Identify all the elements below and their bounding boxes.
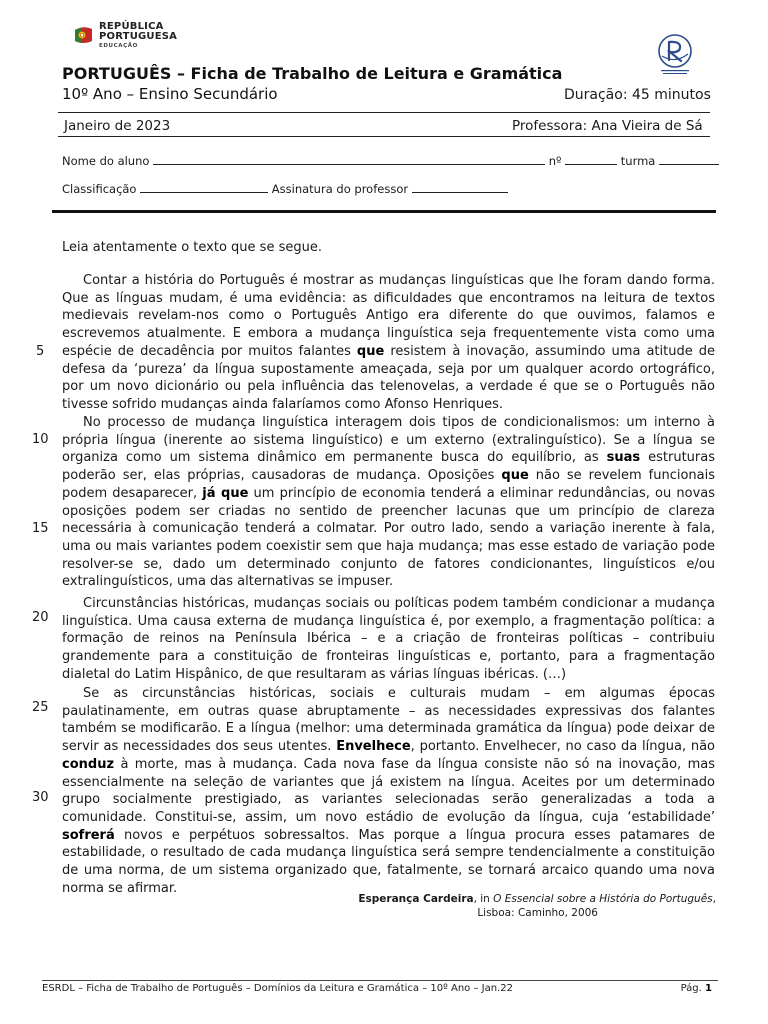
- footer-divider: [42, 980, 718, 981]
- logo-line-1: REPÚBLICA: [99, 21, 164, 32]
- header-divider-top: [58, 112, 710, 113]
- p2-text-d: um princípio de economia tenderá a eliminar redundâncias, ou novas oposições podem ser criadas no sentido de preencher lacunas que um princípio de clareza necessária à comunicação tenderá a colmatar. Por outro lado, sendo a variação inerente à fala, uma ou mais variantes podem coexistir sem que haja mudança; mas esse estado de variação pode resolver-se se, dado um determinado conjunto de fatores condicionantes, linguísticos e/ou extralinguísticos, uma das alternativas se impuser.: [62, 485, 715, 590]
- footer-text: ESRDL – Ficha de Trabalho de Português – Domínios da Leitura e Gramática – 10º Ano – Jan.22: [42, 983, 513, 994]
- line-number-25: 25: [32, 700, 49, 715]
- grade-label: Classificação: [62, 182, 137, 196]
- p4-text-d: novos e perpétuos sobressaltos. Mas porque a língua procura esses patamares de estabilidade, o resultado de cada mudança linguística será sempre tendencialmente a constituição de uma norma, de um sistema organizado que, fatalmente, se tornará arcaico quando uma nova norma se afirmar.: [62, 827, 715, 896]
- source-tail: ,: [712, 893, 716, 905]
- source-publisher: Lisboa: Caminho, 2006: [477, 907, 598, 919]
- school-emblem-icon: [652, 30, 698, 76]
- section-divider: [52, 210, 716, 213]
- student-number-field[interactable]: [565, 153, 617, 165]
- line-number-30: 30: [32, 790, 49, 805]
- signature-label: Assinatura do professor: [271, 182, 409, 196]
- source-author: Esperança Cardeira: [358, 893, 474, 905]
- line-number-5: 5: [36, 344, 45, 359]
- date-label: Janeiro de 2023: [64, 118, 171, 134]
- line-number-10: 10: [32, 432, 49, 447]
- p2-highlight-suas: suas: [606, 450, 641, 466]
- p4-text-c: à morte, mas à mudança. Cada nova fase da língua consiste não só na inovação, mas essencialmente na seleção de variantes que já existem na língua. Aceites por um determinado grupo socialmente prestigiado, as variantes selecionadas serão generalizadas a toda a comunidade. Constitui-se, assim, um novo estádio de evolução da língua, cuja ‘estabilidade’: [62, 756, 715, 825]
- p2-highlight-que: que: [501, 468, 529, 484]
- student-info-row: [62, 153, 719, 168]
- p1-highlight-que: que: [356, 343, 385, 359]
- line-number-15: 15: [32, 521, 49, 536]
- grading-row: [62, 181, 508, 196]
- paragraph-2: [62, 414, 715, 591]
- p2-text-b: estruturas poderão ser, elas próprias, causadoras de mudança. Oposições: [62, 450, 715, 484]
- student-name-label: Nome do aluno: [62, 154, 150, 168]
- paragraph-3: Circunstâncias históricas, mudanças sociais ou políticas podem também condicionar a mudança linguística. Uma causa externa de mudança linguística é, por exemplo, a fragmentação política: a formação de reinos na Península Ibérica – e a criação de fronteiras políticas – contribuiu grandemente para a constituição de fronteiras linguísticas e, portanto, para a fragmentação dialetal do Latim Hispânico, de que resultaram as várias línguas ibéricas. (…): [62, 596, 715, 682]
- page-value: 1: [705, 983, 712, 994]
- p4-highlight-envelhece: Envelhece: [336, 739, 411, 755]
- republica-portuguesa-logo: [72, 20, 182, 56]
- duration-label: Duração: 45 minutos: [564, 87, 711, 103]
- source-work: O Essencial sobre a História do Português: [493, 893, 713, 905]
- grade-field[interactable]: [140, 181, 268, 193]
- header-divider-bottom: [58, 136, 710, 137]
- student-number-label: nº: [548, 154, 562, 168]
- signature-field[interactable]: [412, 181, 508, 193]
- line-number-20: 20: [32, 610, 49, 625]
- p4-text-a: Se as circunstâncias históricas, sociais e culturais mudam – em algumas épocas paulatinamente, em outras quase abruptamente – as necessidades expressivas dos falantes também se modificarão. E a língua (melhor: uma determinada gramática da língua) pode deixar de servir as necessidades dos seus utentes.: [62, 686, 715, 755]
- p2-highlight-ja-que: já que: [202, 485, 249, 501]
- p1-text-a: Contar a história do Português é mostrar as mudanças linguísticas que lhe foram dando forma. Que as línguas mudam, é uma evidência: as dificuldades que encontramos na leitura de textos medievais revelam-nos como o Português Antigo era diferente do que ouvimos, falamos e escrevemos atualmente. E embora a mudança linguística seja frequentemente vista como uma espécie de decadência por muitos falantes: [62, 273, 715, 359]
- p2-text-a: No processo de mudança linguística interagem dois tipos de condicionalismos: um interno à própria língua (inerente ao sistema linguístico) e um externo (extralinguístico). Se a língua se organiza como um sistema dinâmico em permanente busca do equilíbrio, as: [62, 415, 715, 466]
- paragraph-1: [62, 272, 715, 414]
- p4-highlight-conduz: conduz: [62, 756, 115, 772]
- source-separator: , in: [473, 893, 494, 905]
- reading-instruction: Leia atentamente o texto que se segue.: [62, 240, 322, 255]
- class-label: turma: [620, 154, 656, 168]
- page-number: [681, 983, 712, 994]
- p4-text-b: , portanto. Envelhecer, no caso da língua, não: [410, 739, 716, 755]
- p2-text-c: não se revelem funcionais podem desaparecer,: [62, 468, 716, 501]
- page-label: Pág.: [680, 983, 702, 994]
- paragraph-4: [62, 685, 715, 897]
- republica-portuguesa-text: [99, 22, 177, 51]
- page-subtitle: 10º Ano – Ensino Secundário: [62, 85, 278, 103]
- class-field[interactable]: [659, 153, 719, 165]
- source-citation: [296, 892, 716, 920]
- student-name-field[interactable]: [153, 153, 545, 165]
- p1-text-b: resistem à inovação, assumindo uma atitude de defesa da ‘pureza’ da língua supostamente ameaçada, seja por um qualquer acordo ortográfico, por um novo dicionário ou pela influência das telenovelas, a verdade é que se o Português não tivesse sofrido mudanças ainda falaríamos como Afonso Henriques.: [62, 343, 715, 412]
- portugal-flag-icon: [72, 24, 94, 46]
- page-title: PORTUGUÊS – Ficha de Trabalho de Leitura e Gramática: [62, 64, 563, 83]
- logo-line-2: PORTUGUESA: [99, 31, 178, 42]
- p4-highlight-sofrera: sofrerá: [62, 827, 115, 843]
- logo-line-3: EDUCAÇÃO: [99, 43, 138, 49]
- source-line-1: [296, 892, 716, 906]
- teacher-label: Professora: Ana Vieira de Sá: [512, 118, 703, 134]
